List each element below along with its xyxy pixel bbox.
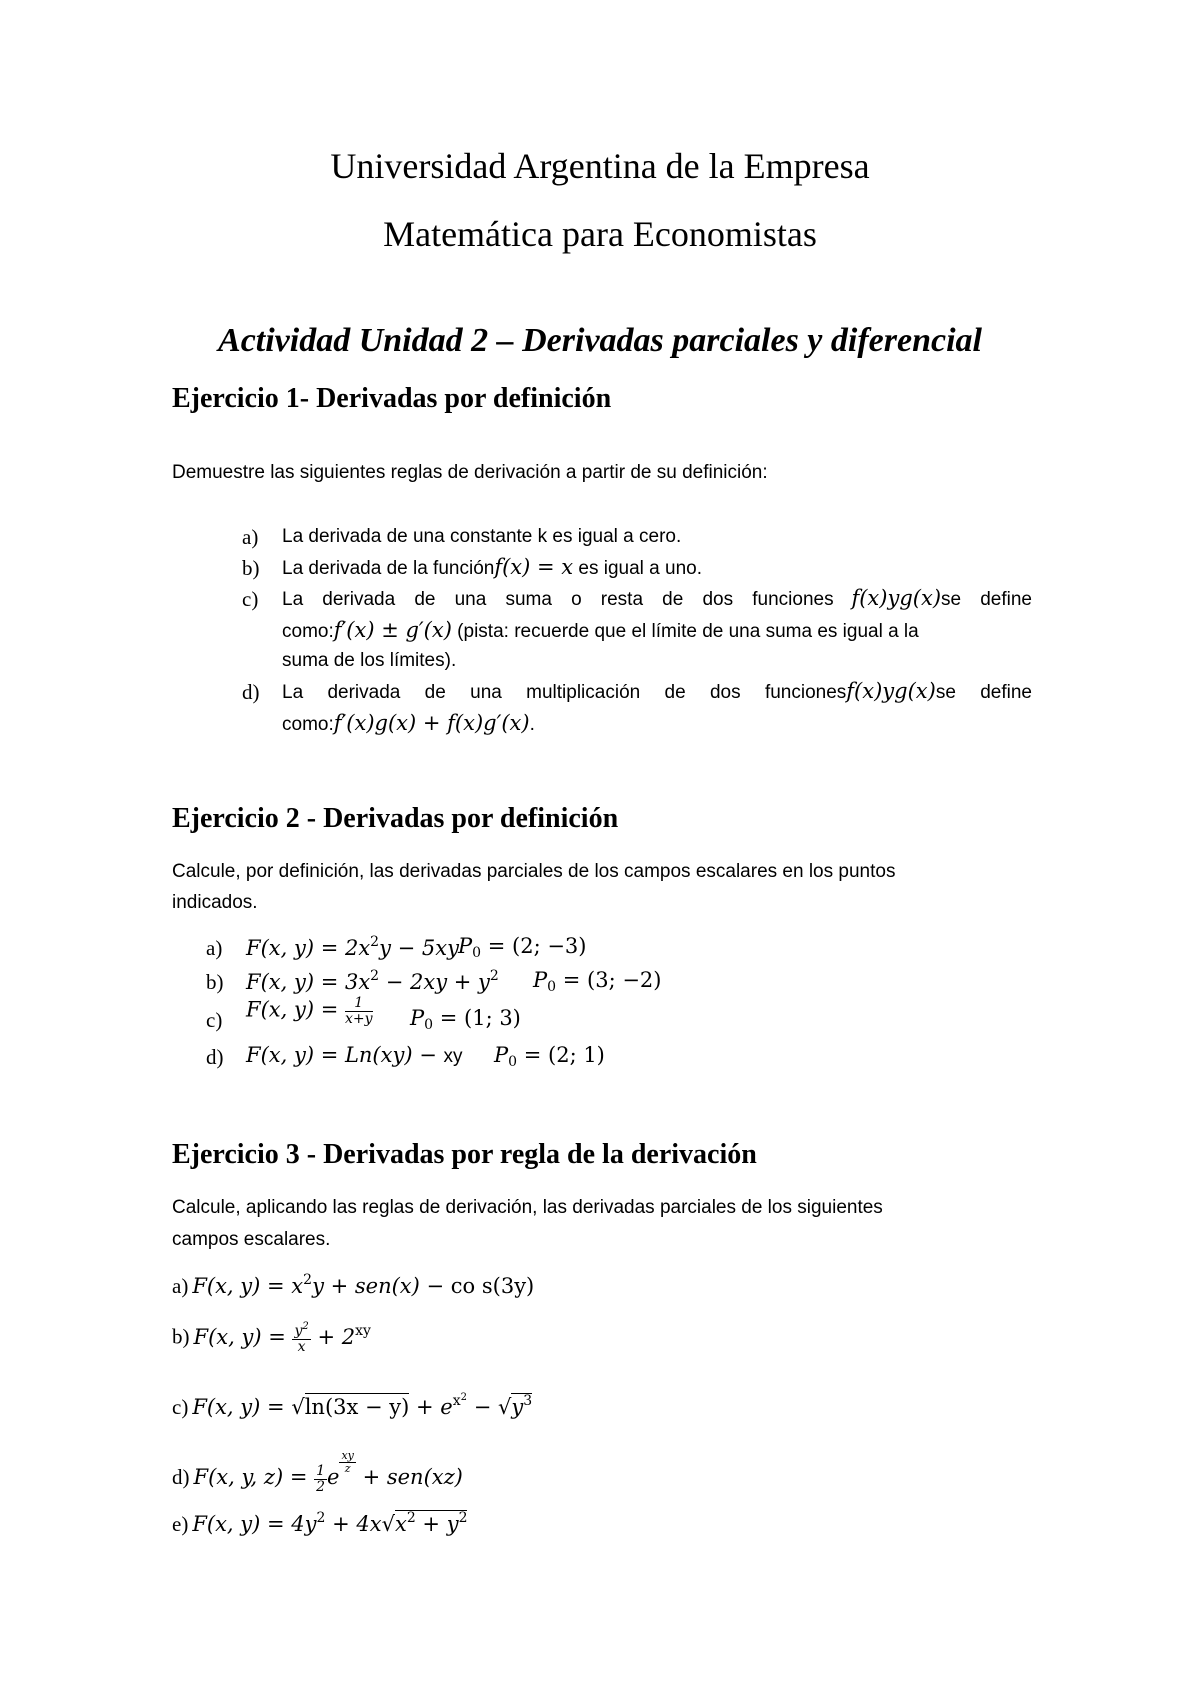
ex1-intro: Demuestre las siguientes reglas de derivación a partir de su definición: (172, 462, 768, 483)
ex2-c-expr: F(x, y) = $\frac{1}{x+y}$ (246, 995, 373, 1027)
ex2-intro-line2: indicados. (172, 892, 258, 913)
fraction: $\frac{1}{x+y}$ (344, 995, 373, 1027)
ex1-c-line3: suma de los límites). (282, 650, 457, 671)
ex2-b-label: b) (206, 970, 224, 994)
ex3-intro-line1: Calcule, aplicando las reglas de derivación, las derivadas parciales de los siguientes (172, 1197, 883, 1218)
ex3-c: c) F(x, $y) = √\ln(3x - y) + e^{x^2} - √y^3$ (172, 1392, 533, 1419)
sqrt-symbol: √ (381, 1512, 395, 1536)
ex1-d-label: d) (242, 680, 260, 704)
ex1-c-line2: como:f′(x) ± g′(x) (pista: recuerde que el límite de una suma es igual a la (282, 618, 919, 642)
fraction: $\frac{y^2}{x}$ (294, 1321, 309, 1355)
ex2-a-label: a) (206, 936, 223, 960)
university-title: Universidad Argentina de la Empresa (330, 146, 870, 186)
ex3-heading: Ejercicio 3 - Derivadas por regla de la derivación (172, 1139, 757, 1170)
course-title: Matemática para Economistas (383, 214, 817, 254)
ex2-d-point: $P_0 = (2$; 1) (494, 1043, 605, 1070)
ex2-b-point: $P_0 = (3$; −2) (533, 968, 662, 995)
ex2-a-expr: F(x, $y) = 2x^2y - 5xy$ (246, 934, 459, 960)
ex1-b-line: La derivada de la funciónf(x) = x es igual a uno. (282, 555, 702, 579)
ex1-c-line1: La derivada de una suma o resta de dos funciones f(x)yg(x)se define (282, 586, 1033, 610)
ex3-e: e) F(x, $y) = 4y^2 + 4x√x^2 + y^2$ (172, 1510, 468, 1536)
ex2-c-label: c) (206, 1008, 223, 1032)
ex3-b: b) F(x, y) = $\frac{y^2}{x}$ + $2^{xy}$ (172, 1321, 371, 1355)
ex2-d-expr: F(x, y) = Ln(xy) − xy (246, 1043, 463, 1067)
ex1-heading: Ejercicio 1- Derivadas por definición (172, 383, 612, 414)
ex1-d-line2: como:f′(x)g(x) + f(x)g′(x). (282, 711, 535, 735)
ex2-intro-line1: Calcule, por definición, las derivadas parciales de los campos escalares en los puntos (172, 861, 896, 882)
ex3-intro-line2: campos escalares. (172, 1229, 331, 1250)
ex2-a-point: $P_0 = (2$; −3) (458, 934, 587, 961)
ex1-b-label: b) (242, 556, 260, 580)
ex1-a-text: La derivada de una constante k es igual a cero. (282, 526, 682, 547)
ex2-heading: Ejercicio 2 - Derivadas por definición (172, 803, 619, 834)
sqrt-symbol: √ (291, 1395, 305, 1419)
ex3-a: a) F(x, $y) = x^2y + sen(x)$ − co s(3y) (172, 1272, 535, 1298)
ex2-d-label: d) (206, 1045, 224, 1069)
ex2-c-point: $P_0 = (1$; 3) (410, 1006, 521, 1033)
activity-title: Actividad Unidad 2 – Derivadas parciales y diferencial (218, 322, 982, 359)
ex1-d-line1: La derivada de una multiplicación de dos funcionesf(x)yg(x)se define (282, 679, 1032, 703)
exponent-fraction: $\frac{xy}{z}$ (341, 1449, 354, 1475)
ex1-a-label: a) (242, 525, 259, 549)
sqrt-symbol: √ (497, 1395, 512, 1419)
ex3-d: d) F(x, y, z) = $\frac{1}{2}$ e $\frac{xy}{z}$ + sen(xz) (172, 1449, 463, 1495)
ex2-b-expr: F(x, $y) = 3x^2 - 2xy + y^2$ (246, 968, 499, 994)
fraction: $\frac{1}{2}$ (316, 1462, 326, 1495)
ex1-c-label: c) (242, 587, 259, 611)
